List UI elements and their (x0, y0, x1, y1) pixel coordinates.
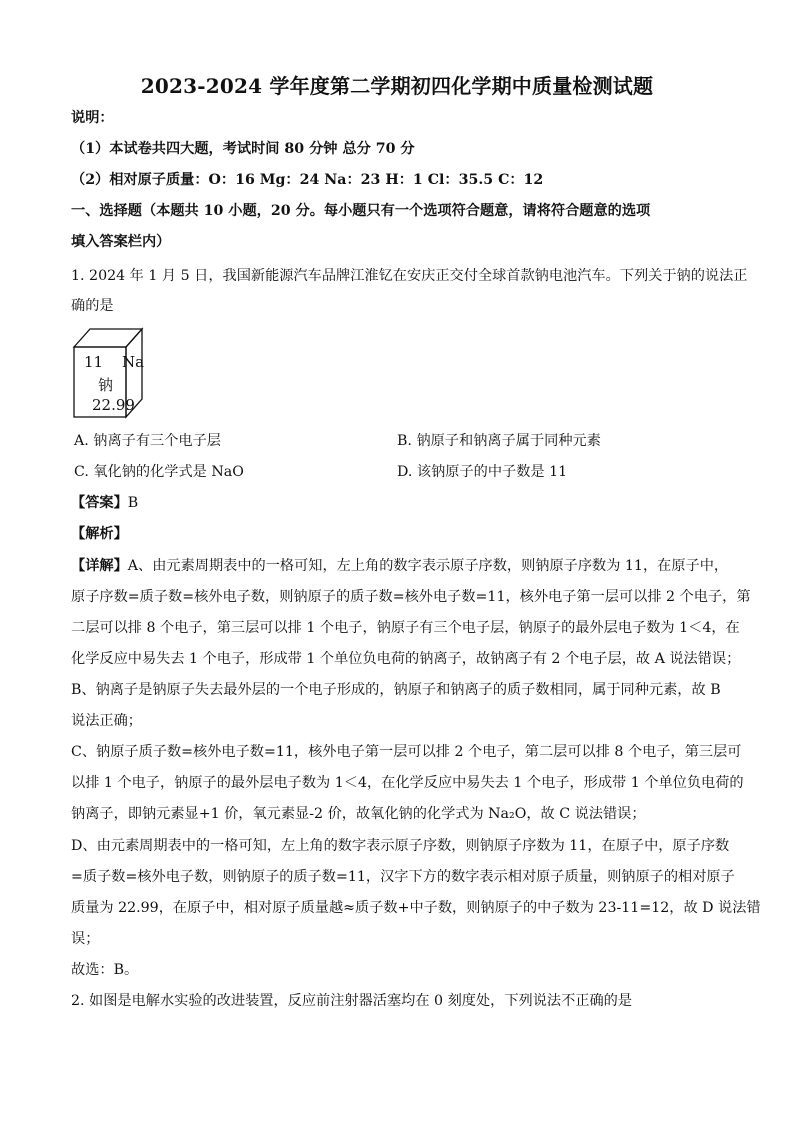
detail-tag: 【详解】 (71, 558, 128, 574)
detail-line-10: D、由元素周期表中的一格可知，左上角的数字表示原子序数，则钠原子序数为 11，在原子中，原子序数 (71, 838, 730, 854)
element-name: 钠 (98, 376, 114, 394)
conclusion: 故选：B。 (71, 962, 139, 978)
answer-tag: 【答案】 (71, 495, 128, 511)
detail-line-7: C、钠原子质子数=核外电子数=11，核外电子第一层可以排 2 个电子，第二层可以排 8 个电子，第三层可 (71, 744, 742, 760)
detail-line-6: 说法正确； (71, 713, 142, 729)
detail-line-5: B、钠离子是钠原子失去最外层的一个电子形成的，钠原子和钠离子的质子数相同，属于同种元素，故 B (71, 682, 721, 698)
option-a: A. 钠离子有三个电子层 (74, 433, 221, 449)
answer-line (71, 493, 723, 513)
section-heading-line-2: 填入答案栏内） (71, 234, 171, 250)
page-title: 2023-2024 学年度第二学期初四化学期中质量检测试题 (140, 74, 654, 98)
option-c: C. 氧化钠的化学式是 NaO (74, 464, 244, 480)
instructions-heading: 说明： (71, 110, 114, 126)
option-b: B. 钠原子和钠离子属于同种元素 (397, 433, 601, 449)
question-1-stem-line-1: 1. 2024 年 1 月 5 日，我国新能源汽车品牌江淮钇在安庆正交付全球首款钠电池汽车。下列关于钠的说法正 (71, 268, 748, 284)
periodic-table-cell (72, 327, 144, 419)
question-2-stem: 2. 如图是电解水实验的改进装置，反应前注射器活塞均在 0 刻度处，下列说法不正确的是 (71, 993, 633, 1009)
option-d: D. 该钠原子的中子数是 11 (397, 464, 568, 480)
instruction-item-1: （1）本试卷共四大题，考试时间 80 分钟 总分 70 分 (71, 141, 415, 157)
answer-value: B (127, 495, 139, 511)
instruction-item-2: （2）相对原子质量：O：16 Mg：24 Na：23 H：1 Cl：35.5 C：12 (71, 172, 544, 188)
detail-line-1 (71, 556, 729, 576)
analysis-tag: 【解析】 (71, 526, 128, 542)
question-1-stem-line-2: 确的是 (71, 298, 114, 314)
detail-line-2: 原子序数=质子数=核外电子数，则钠原子的质子数=核外电子数=11，核外电子第一层可以排 2 个电子，第 (71, 589, 751, 605)
detail-line-12: 质量为 22.99，在原子中，相对原子质量越≈质子数+中子数，则钠原子的中子数为 23-11=12，故 D 说法错 (71, 900, 761, 916)
detail-line-8: 以排 1 个电子，钠原子的最外层电子数为 1＜4，在化学反应中易失去 1 个电子，形成带 1 个单位负电荷的 (71, 775, 744, 791)
atomic-mass: 22.99 (92, 396, 135, 414)
atomic-number: 11 (84, 353, 104, 371)
detail-line-13: 误； (71, 931, 100, 947)
element-symbol: Na (122, 353, 145, 371)
detail-line-11: =质子数=核外电子数，则钠原子的质子数=11，汉字下方的数字表示相对原子质量，则钠原子的相对原子 (71, 869, 735, 885)
detail-line-4: 化学反应中易失去 1 个电子，形成带 1 个单位负电荷的钠离子，故钠离子有 2 个电子层，故 A 说法错误； (71, 651, 741, 667)
detail-line-3: 二层可以排 8 个电子，第三层可以排 1 个电子，钠原子有三个电子层，钠原子的最外层电子数为 1＜4，在 (71, 620, 740, 636)
detail-line-9: 钠离子，即钠元素显+1 价，氧元素显-2 价，故氧化钠的化学式为 Na₂O，故 C 说法错误； (71, 806, 646, 822)
detail-text: A、由元素周期表中的一格可知，左上角的数字表示原子序数，则钠原子序数为 11，在原子中， (127, 558, 729, 574)
section-heading-line-1: 一、选择题（本题共 10 小题，20 分。每小题只有一个选项符合题意，请将符合题意的选项 (71, 203, 651, 219)
